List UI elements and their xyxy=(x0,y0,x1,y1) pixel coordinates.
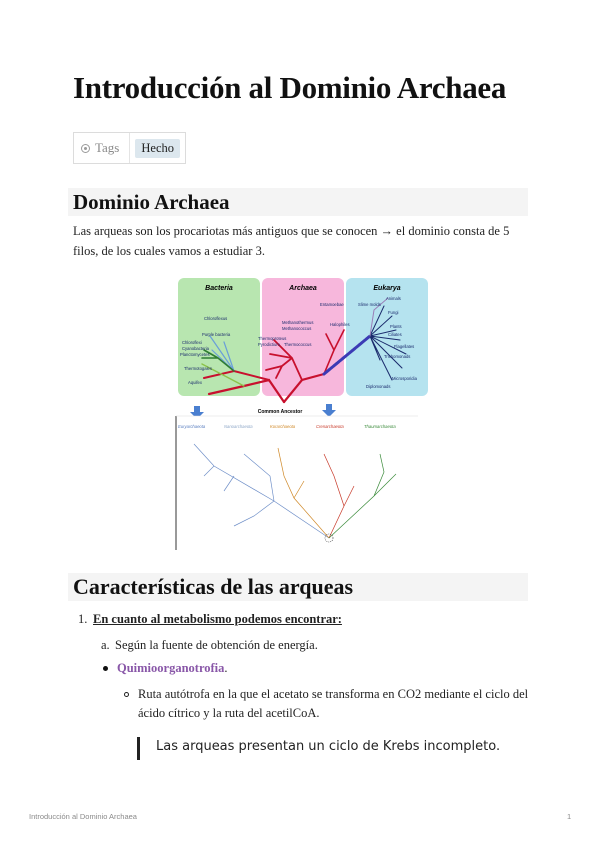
blockquote: Las arqueas presentan un ciclo de Krebs incompleto. xyxy=(156,739,501,754)
sub-bullet-line1: Ruta autótrofa en la que el acetato se transforma en CO2 mediante el ciclo del xyxy=(138,687,529,701)
list-item-1-text: En cuanto al metabolismo podemos encontrar: xyxy=(93,612,342,626)
svg-text:Diplomonads: Diplomonads xyxy=(366,384,391,389)
section-heading-dominio: Dominio Archaea xyxy=(73,190,230,214)
svg-text:Plants: Plants xyxy=(390,324,402,329)
term-quimioorganotrofia: Quimioorganotrofia xyxy=(117,661,225,675)
svg-text:Methanothermus: Methanothermus xyxy=(282,320,314,325)
sub-bullet-item xyxy=(124,687,528,702)
domain-label-archaea: Archaea xyxy=(289,285,317,292)
tags-label-group xyxy=(74,133,130,163)
tags-property xyxy=(73,132,186,164)
svg-text:Slime molds: Slime molds xyxy=(358,302,381,307)
list-marker: a. xyxy=(101,638,110,652)
svg-text:Euryarchaeota: Euryarchaeota xyxy=(178,424,206,429)
svg-text:Entamoebae: Entamoebae xyxy=(320,302,344,307)
svg-text:Korarchaeota: Korarchaeota xyxy=(270,424,296,429)
tags-label: Tags xyxy=(95,140,120,155)
svg-text:Animals: Animals xyxy=(386,296,401,301)
intro-paragraph: Las arqueas son los procariotas más antiguos que se conocen → el dominio consta de 5 filos, de los cuales vamos a estudiar 3. xyxy=(73,224,510,258)
list-item-1 xyxy=(78,612,342,627)
svg-text:Microsporidia: Microsporidia xyxy=(392,376,417,381)
svg-text:Chloroflexi: Chloroflexi xyxy=(182,340,202,345)
bullet-circle-icon xyxy=(124,692,129,697)
quote-bar xyxy=(137,737,140,760)
list-item-1a-text: Según la fuente de obtención de energía. xyxy=(115,638,318,652)
svg-text:Thaumarchaeota: Thaumarchaeota xyxy=(364,424,396,429)
list-item-1a xyxy=(101,638,318,653)
tag-circle-icon xyxy=(81,144,90,153)
svg-text:Trichomonads: Trichomonads xyxy=(384,354,411,359)
sub-bullet-line2: ácido cítrico y la ruta del acetilCoA. xyxy=(138,706,320,720)
arrow-down-icon xyxy=(322,404,336,417)
tag-chip-hecho[interactable]: Hecho xyxy=(135,139,180,158)
phylogenetic-tree-image xyxy=(174,276,430,552)
bacteria-panel xyxy=(178,278,260,396)
svg-text:Methanococcus: Methanococcus xyxy=(282,326,312,331)
svg-text:Fungi: Fungi xyxy=(388,310,399,315)
list-marker: 1. xyxy=(78,612,88,626)
svg-text:Planctomycetes: Planctomycetes xyxy=(180,352,210,357)
svg-text:Thermococcus: Thermococcus xyxy=(284,342,312,347)
phyla-tree-panel xyxy=(174,416,418,550)
svg-text:Pyrodictium: Pyrodictium xyxy=(258,342,280,347)
svg-text:Purple bacteria: Purple bacteria xyxy=(202,332,231,337)
bullet-item-quimioorganotrofia xyxy=(103,661,228,676)
svg-text:Aquifex: Aquifex xyxy=(188,380,202,385)
term-suffix: . xyxy=(224,661,228,675)
domain-label-eukarya: Eukarya xyxy=(373,285,401,292)
svg-text:Ciliates: Ciliates xyxy=(388,332,402,337)
svg-text:Halophiles: Halophiles xyxy=(330,322,350,327)
page-number: 1 xyxy=(567,812,572,821)
common-ancestor-label: Common Ancestor xyxy=(257,409,303,415)
domain-label-bacteria: Bacteria xyxy=(205,285,233,292)
footer-title: Introducción al Dominio Archaea xyxy=(29,812,137,821)
svg-text:Flagellates: Flagellates xyxy=(394,344,415,349)
phylogenetic-figure xyxy=(174,276,430,552)
svg-text:Nanoarchaeota: Nanoarchaeota xyxy=(224,424,253,429)
svg-text:Thermotogales: Thermotogales xyxy=(184,366,212,371)
svg-text:Thermoproteus: Thermoproteus xyxy=(258,336,287,341)
bullet-dot-icon xyxy=(103,666,108,671)
page-title: Introducción al Dominio Archaea xyxy=(73,70,507,105)
svg-text:Cyanobacteria: Cyanobacteria xyxy=(182,346,210,351)
svg-text:Chloroflexus: Chloroflexus xyxy=(204,316,228,321)
section-heading-caracteristicas: Características de las arqueas xyxy=(73,574,354,599)
svg-text:Crenarchaeota: Crenarchaeota xyxy=(316,424,344,429)
